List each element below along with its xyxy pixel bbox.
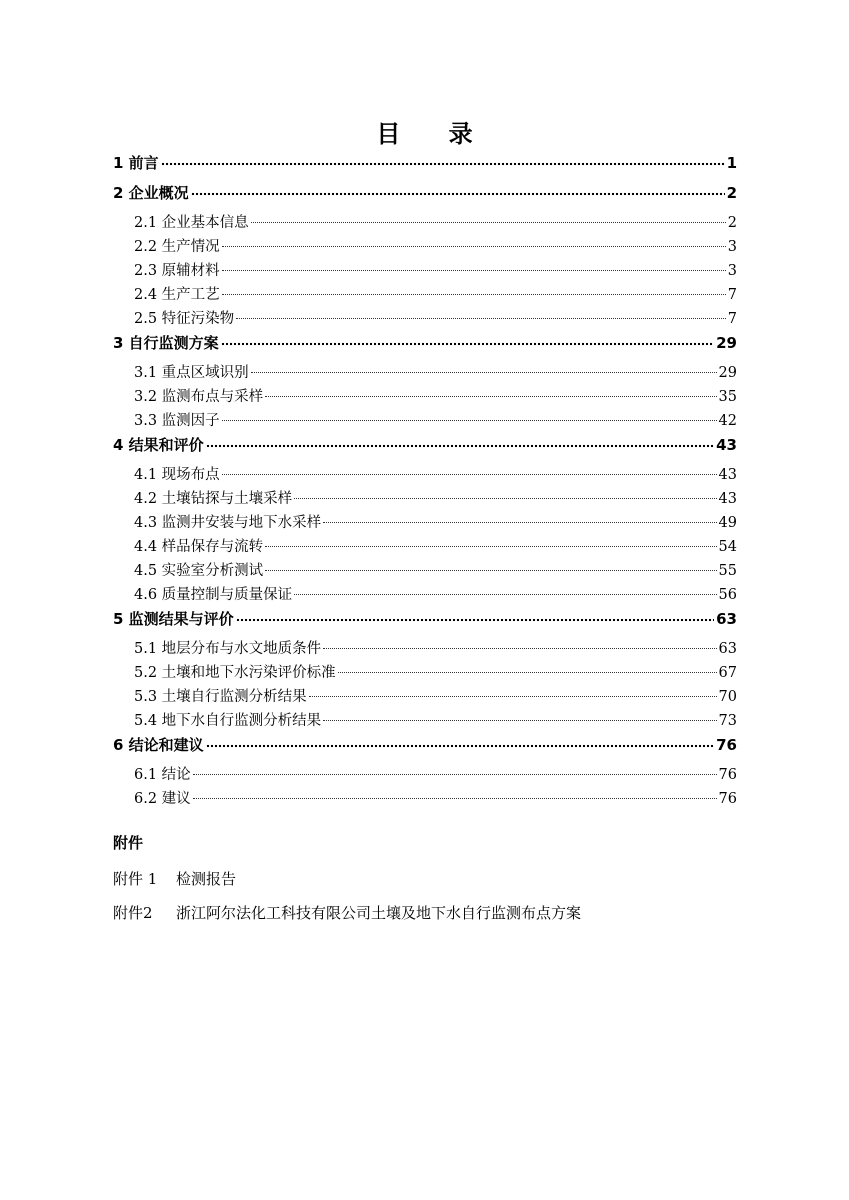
appendix-item-text: 浙江阿尔法化工科技有限公司土壤及地下水自行监测布点方案 bbox=[176, 904, 582, 922]
toc-entry-label: 3.2 监测布点与采样 bbox=[134, 389, 264, 405]
toc-entry-label: 2 企业概况 bbox=[113, 184, 189, 202]
toc-entry-label: 5 监测结果与评价 bbox=[113, 610, 234, 628]
toc-leader-dots bbox=[323, 719, 716, 721]
toc-section-entry[interactable] bbox=[113, 488, 737, 510]
toc-section-entry[interactable] bbox=[113, 410, 737, 432]
appendix-item-number: 附件 1 bbox=[113, 870, 158, 888]
toc-entry-label: 2.4 生产工艺 bbox=[134, 287, 220, 303]
toc-entry-page-number: 73 bbox=[718, 713, 737, 729]
toc-leader-dots bbox=[222, 419, 717, 421]
toc-leader-dots bbox=[236, 317, 726, 319]
toc-section-entry[interactable] bbox=[113, 788, 737, 810]
toc-leader-dots bbox=[191, 192, 725, 196]
toc-leader-dots bbox=[221, 342, 714, 346]
toc-leader-dots bbox=[206, 744, 714, 748]
toc-entry-label: 2.1 企业基本信息 bbox=[134, 215, 249, 231]
appendix-item-text: 检测报告 bbox=[176, 870, 237, 888]
toc-entry-label: 4.1 现场布点 bbox=[134, 467, 220, 483]
toc-entry-page-number: 7 bbox=[727, 287, 737, 303]
toc-chapter-entry[interactable] bbox=[113, 608, 737, 630]
toc-entry-page-number: 3 bbox=[727, 263, 737, 279]
toc-entry-page-number: 29 bbox=[718, 365, 737, 381]
toc-section-entry[interactable] bbox=[113, 512, 737, 534]
toc-section-entry[interactable] bbox=[113, 638, 737, 660]
toc-leader-dots bbox=[161, 162, 725, 166]
toc-entry-label: 4.4 样品保存与流转 bbox=[134, 539, 264, 555]
toc-entry-label: 4 结果和评价 bbox=[113, 436, 204, 454]
toc-section-entry[interactable] bbox=[113, 662, 737, 684]
toc-entry-label: 6.2 建议 bbox=[134, 791, 191, 807]
toc-entry-label: 4.2 土壤钻探与土壤采样 bbox=[134, 491, 293, 507]
toc-section-entry[interactable] bbox=[113, 308, 737, 330]
toc-entry-page-number: 35 bbox=[718, 389, 737, 405]
toc-entry-label: 3 自行监测方案 bbox=[113, 334, 219, 352]
toc-leader-dots bbox=[251, 221, 726, 223]
toc-section-entry[interactable] bbox=[113, 236, 737, 258]
toc-entry-page-number: 2 bbox=[727, 215, 737, 231]
toc-entry-label: 3.3 监测因子 bbox=[134, 413, 220, 429]
toc-leader-dots bbox=[193, 797, 717, 799]
toc-entry-label: 4.3 监测井安装与地下水采样 bbox=[134, 515, 322, 531]
toc-entry-page-number: 7 bbox=[727, 311, 737, 327]
toc-entry-page-number: 43 bbox=[718, 467, 737, 483]
toc-chapter-entry[interactable] bbox=[113, 434, 737, 456]
toc-entry-label: 3.1 重点区域识别 bbox=[134, 365, 249, 381]
toc-entry-page-number: 43 bbox=[718, 491, 737, 507]
toc-leader-dots bbox=[338, 671, 717, 673]
toc-entry-label: 5.4 地下水自行监测分析结果 bbox=[134, 713, 322, 729]
toc-title: 目 录 bbox=[376, 120, 493, 148]
toc-entry-page-number: 29 bbox=[716, 334, 737, 352]
toc-entry-label: 4.5 实验室分析测试 bbox=[134, 563, 264, 579]
toc-section-entry[interactable] bbox=[113, 686, 737, 708]
toc-entry-page-number: 63 bbox=[716, 610, 737, 628]
toc-leader-dots bbox=[309, 695, 717, 697]
toc-section-entry[interactable] bbox=[113, 560, 737, 582]
toc-leader-dots bbox=[236, 618, 714, 622]
toc-entry-page-number: 42 bbox=[718, 413, 737, 429]
toc-leader-dots bbox=[323, 647, 716, 649]
toc-leader-dots bbox=[294, 497, 716, 499]
toc-entry-page-number: 3 bbox=[727, 239, 737, 255]
toc-section-entry[interactable] bbox=[113, 260, 737, 282]
toc-entry-label: 2.2 生产情况 bbox=[134, 239, 220, 255]
toc-leader-dots bbox=[265, 569, 716, 571]
toc-leader-dots bbox=[265, 395, 716, 397]
toc-entry-label: 5.3 土壤自行监测分析结果 bbox=[134, 689, 307, 705]
toc-leader-dots bbox=[193, 773, 717, 775]
toc-section-entry[interactable] bbox=[113, 362, 737, 384]
toc-section-entry[interactable] bbox=[113, 710, 737, 732]
toc-entry-page-number: 54 bbox=[718, 539, 737, 555]
toc-section-entry[interactable] bbox=[113, 386, 737, 408]
toc-entry-page-number: 76 bbox=[718, 791, 737, 807]
toc-entry-page-number: 2 bbox=[726, 184, 737, 202]
appendix-item-1 bbox=[113, 868, 236, 889]
toc-entry-page-number: 67 bbox=[718, 665, 737, 681]
toc-entry-label: 5.2 土壤和地下水污染评价标准 bbox=[134, 665, 336, 681]
toc-entry-page-number: 1 bbox=[726, 154, 737, 172]
toc-entry-label: 6 结论和建议 bbox=[113, 736, 204, 754]
toc-entry-page-number: 49 bbox=[718, 515, 737, 531]
toc-section-entry[interactable] bbox=[113, 536, 737, 558]
toc-leader-dots bbox=[222, 293, 726, 295]
toc-section-entry[interactable] bbox=[113, 212, 737, 234]
toc-chapter-entry[interactable] bbox=[113, 152, 737, 174]
toc-entry-page-number: 76 bbox=[716, 736, 737, 754]
toc-entry-page-number: 56 bbox=[718, 587, 737, 603]
appendix-heading: 附件 bbox=[113, 834, 144, 852]
toc-entry-page-number: 70 bbox=[718, 689, 737, 705]
toc-section-entry[interactable] bbox=[113, 764, 737, 786]
toc-leader-dots bbox=[222, 245, 726, 247]
toc-entry-page-number: 63 bbox=[718, 641, 737, 657]
toc-leader-dots bbox=[294, 593, 716, 595]
toc-entry-page-number: 43 bbox=[716, 436, 737, 454]
toc-leader-dots bbox=[265, 545, 716, 547]
toc-leader-dots bbox=[222, 269, 726, 271]
appendix-item-2 bbox=[113, 902, 581, 923]
appendix-item-number: 附件2 bbox=[113, 904, 153, 922]
toc-leader-dots bbox=[251, 371, 717, 373]
toc-entry-page-number: 76 bbox=[718, 767, 737, 783]
toc-chapter-entry[interactable] bbox=[113, 734, 737, 756]
toc-leader-dots bbox=[222, 473, 717, 475]
toc-entry-label: 6.1 结论 bbox=[134, 767, 191, 783]
toc-section-entry[interactable] bbox=[113, 464, 737, 486]
toc-section-entry[interactable] bbox=[113, 284, 737, 306]
toc-entry-page-number: 55 bbox=[718, 563, 737, 579]
toc-entry-label: 5.1 地层分布与水文地质条件 bbox=[134, 641, 322, 657]
toc-section-entry[interactable] bbox=[113, 584, 737, 606]
toc-leader-dots bbox=[206, 444, 714, 448]
table-of-contents bbox=[113, 152, 737, 812]
toc-entry-label: 2.5 特征污染物 bbox=[134, 311, 235, 327]
toc-entry-label: 2.3 原辅材料 bbox=[134, 263, 220, 279]
toc-entry-label: 1 前言 bbox=[113, 154, 159, 172]
toc-chapter-entry[interactable] bbox=[113, 182, 737, 204]
toc-chapter-entry[interactable] bbox=[113, 332, 737, 354]
toc-entry-label: 4.6 质量控制与质量保证 bbox=[134, 587, 293, 603]
toc-leader-dots bbox=[323, 521, 716, 523]
